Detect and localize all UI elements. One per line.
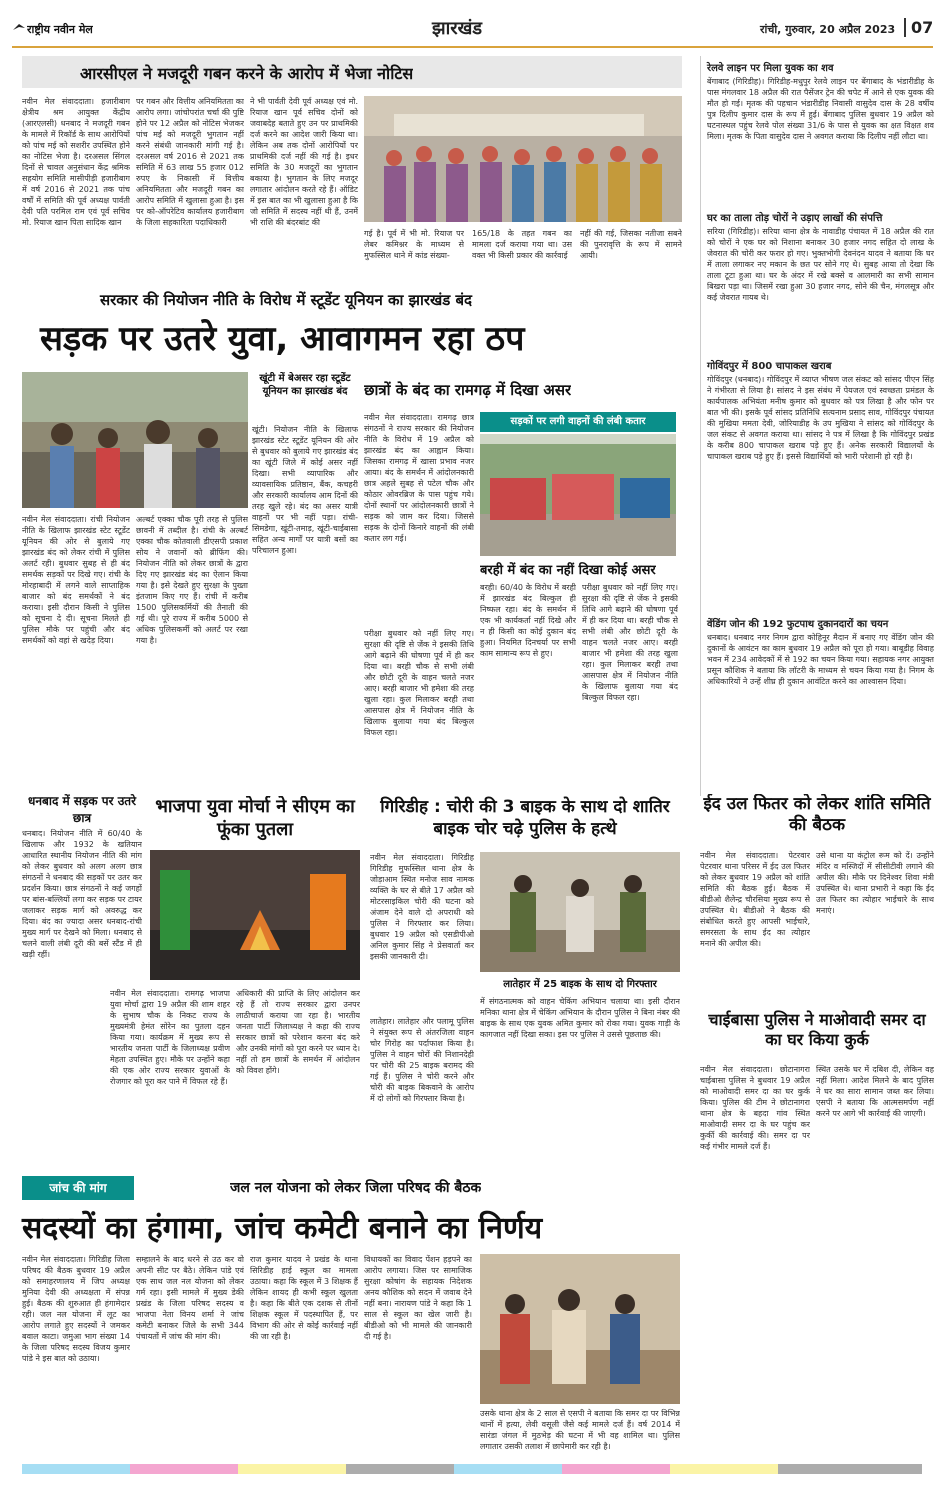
- ramgarh-text: नवीन मेल संवाददाता। रामगढ़ छात्र संगठनों ने राज्य सरकार की नियोजन नीति के विरोध में 19 अप्रैल को झारखंड बंद का आह्वान किया। जिसका रामगढ़ में खासा प्रभाव नजर आया। बंद के समर्थन में आंदोलनकारी छात्र अहले सुबह से पटेल चौक और कोठार ओवरब्रिज के पास पहुंच गये। दोनों स्थानों पर आंदोलनकारी छात्रों ने सड़क को जाम कर दिया। जिससे सड़क के दोनों किनारे वाहनों की लंबी कतार लग गई।: [364, 413, 474, 544]
- issue-date: रांची, गुरुवार, 20 अप्रैल 2023: [760, 23, 896, 36]
- ramgarh-text-cont: परीक्षा बुधवार को नहीं लिए गए। सुरक्षा की दृष्टि से जेंक ने इसकी तिथि आगे बढ़ाने की घोषणा पूर्व में ही कर दिया था। बरही चौक से सभी लंबी और छोटी दूरी के वाहन चलते नजर आए। बरही बाजार भी हमेशा की तरह खुला रहा। कुल मिलाकर बरही तथा आसपास क्षेत्र में नियोजन नीति के खिलाफ बुलाया गया बंद बिल्कुल विफल रहा।: [364, 629, 474, 738]
- police-photo: [480, 852, 680, 972]
- giridih-headline: गिरिडीह : चोरी की 3 बाइक के साथ दो शातिर बाइक चोर चढ़े पुलिस के हत्थे: [380, 797, 670, 840]
- queue-tag: सड़कों पर लगी वाहनों की लंबी कतार: [480, 412, 676, 432]
- rcl-col6: नहीं की गई, जिसका नतीजा सबने की पुनरावृत्ति के रूप में सामने आयी।: [580, 229, 682, 261]
- council-photo: [480, 1254, 680, 1404]
- color-registration-strip: [22, 1464, 922, 1474]
- jal-text3: राज कुमार यादव ने प्रखंड के थाना सिरिडीह हाई स्कूल का मामला उठाया। कहा कि स्कूल में 3 शिक्षक हैं लेकिन शायद ही कभी स्कूल खुलता है। कहा कि बीते एक दशक से तीनों शिक्षक स्कूल में पदस्थापित हैं, पर विभाग की ओर से कोई कार्रवाई नहीं की जा रही है।: [250, 1255, 358, 1342]
- latehar-caption: लातेहार में 25 बाइक के साथ दो गिरफ्तार: [503, 979, 657, 990]
- dhanbad-text: धनबाद। नियोजन नीति में 60/40 के खिलाफ और 1932 के खतियान आधारित स्थानीय नियोजन नीति की मांग को लेकर बुधवार को अलग अलग छात्र संगठनों ने धनबाद की सड़कों पर उतर कर प्रदर्शन किया। छात्र संगठनों ने कई जगहों पर बांस-बल्लियों लगा कर सड़क पर टायर जलाकर सड़क मार्ग को अवरुद्ध कर दिया। बंद का ज्यादा असर धनबाद-रांची मुख्य मार्ग पर देखने को मिला। धनबाद से चलने वाली लंबी दूरी की बसें स्टैंड में ही खड़ी रहीं।: [22, 829, 142, 960]
- giridih-text1: नवीन मेल संवाददाता। गिरिडीह गिरिडीह मुफस्सिल थाना क्षेत्र के जोड़ाआम स्थित मनोज साव नामक व्यक्ति के घर से बीते 17 अप्रैल को मोटरसाइकिल चोरी की घटना को अंजाम देने वाले दो अपराधी को पुलिस ने गिरफ्तार कर लिया। बुधवार 19 अप्रैल को एसडीपीओ अनिल कुमार सिंह ने प्रेसवार्ता कर इसकी जानकारी दी।: [370, 853, 474, 962]
- ranchi-text: नवीन मेल संवाददाता। रांची नियोजन नीति के खिलाफ झारखंड स्टेट स्टूडेंट यूनियन की ओर से बुलाये गए झारखंड बंद को लेकर रांची में पुलिस अलर्ट रही। बुधवार सुबह से ही बंद समर्थक सड़कों पर दिखे गए। रांची के मोरहाबादी में लगने वाले साप्ताहिक बाजार को बंद समर्थकों ने बंद कराया। इसी दौरान किसी ने पुलिस को सूचना दे दी। सूचना मिलते ही पुलिस मौके पर पहुंची और बंद समर्थकों को वहां से खदेड़ दिया।: [22, 515, 130, 646]
- section-title: झारखंड: [432, 18, 482, 39]
- rcl-col1: नवीन मेल संवाददाता। हजारीबाग क्षेत्रीय श्रम आयुक्त केंद्रीय (आरएलसी) धनबाद ने मजदूरी गबन के मामले में रिकॉर्ड के साथ आरोपियों को पांच मई को सशरीर उपस्थित होने का नोटिस भेजा है। दरअसल सिंगल दिनों से चावल अनुसंधान केंद्र श्रमिक सहयोग समिति मासीपीड़ी हजारीबाग में वर्ष 2016 से 2021 तक पांच वर्षों में समिति की पूर्व अध्यक्ष पार्वती देवी पति परमिल राम एवं पूर्व सचिव मो. रियाज खान पिता सादिक खान: [22, 97, 130, 228]
- handpump-headline: गोविंदपुर में 800 चापाकल खराब: [707, 361, 832, 372]
- jal-text5: उसके थाना क्षेत्र के 2 साल से एसपी ने बताया कि समर दा पर विभिन्न थानों में हत्या, लेवी वसूली जैसे कई मामले दर्ज हैं। वर्ष 2014 में सारंडा जंगल में मुठभेड़ की घटना में भी वह शामिल था। पुलिस लगातार उसकी तलाश में छापेमारी कर रही है।: [480, 1409, 680, 1452]
- theft-headline: घर का ताला तोड़ चोरों ने उड़ाए लाखों की संपत्ति: [707, 213, 883, 224]
- paper-logo: [12, 18, 132, 40]
- rcl-col5: 165/18 के तहत गबन का मामला दर्ज कराया गया था। उस वक्त भी किसी प्रकार की कार्रवाई: [472, 229, 572, 261]
- rcl-col4: गई है। पूर्व में भी मो. रियाज पर लेबर कमिश्नर के माध्यम से मुफस्सिल थाने में कांड संख्या-: [364, 229, 464, 261]
- page-number: 07: [904, 18, 933, 37]
- rcl-article: [22, 56, 682, 286]
- eid-text2: उसे थाना या कंट्रोल रूम को दें। उन्होंने मंदिर व मस्जिदों में सीसीटीवी लगाने की अपील की। मौके पर दिनेश्वर शिवा मंत्री उपस्थित थे। थाना प्रभारी ने कहा कि ईद उल फितर का त्योहार भाईचारे के साथ मनाएं।: [816, 851, 934, 916]
- bird-icon: [12, 22, 26, 34]
- eid-text1: नवीन मेल संवाददाता। पेटरवार पेटरवार थाना परिसर में ईद उल फितर को लेकर बुधवार 19 अप्रैल को शांति समिति की बैठक हुई। बैठक में बीडीओ शैलेन्द्र चौरसिया मुख्य रूप से उपस्थित थे। बीडीओ ने बैठक की संबोधित करते हुए आपसी भाईचारे, समरसता के साथ ईद का त्योहार मनाने की अपील की।: [700, 851, 810, 949]
- khunti-box: [252, 372, 358, 418]
- paper-name: राष्ट्रीय नवीन मेल: [27, 23, 93, 36]
- vending-text: धनबाद। धनबाद नगर निगम द्वारा कोहिनूर मैदान में बनाए गए वेंडिंग जोन की दुकानों के आवंटन का काम बुधवार 19 अप्रैल को पूरा हो गया। बाबूडीह विवाह भवन में 234 आवेदकों में से 192 का चयन किया गया। सहायक नगर आयुक्त प्रसून कौशिक ने बताया कि लॉटरी के माध्यम से चयन किया गया है। निगम के अधिकारियों ने उन्हें शीघ्र ही दुकान आवंटित करने का आश्वासन दिया।: [707, 633, 934, 687]
- ramgarh-headline: छात्रों के बंद का रामगढ़ में दिखा असर: [364, 381, 572, 399]
- jal-text4: विधायकों का विवाद पेंशन हड़पने का आरोप लगाया। जिस पर सामाजिक सुरक्षा कोषांग के सहायक निदेशक अनय कौशिक को सदन में जवाब देने नहीं बना। नारायण पांडे ने कहा कि 1 साल से स्कूल का खेल जारी है। बीडीओ को भी मामले की जानकारी दी गई है।: [364, 1255, 472, 1342]
- chaibasa-text2: स्थित उसके घर में दबिश दी, लेकिन वह नहीं मिला। आदेश मिलने के बाद पुलिस ने घर का सारा सामान जब्त कर लिया। एसपी ने बताया कि आत्मसमर्पण नहीं करने पर आगे भी कार्रवाई की जाएगी।: [816, 1065, 934, 1119]
- bjp-text2: अधिकारी की प्राप्ति के लिए आंदोलन कर रहे हैं तो राज्य सरकार द्वारा उनपर लाठीचार्ज कराया जा रहा है। भारतीय जनता पार्टी जिलाध्यक्ष ने कहा की राज्य सरकार छात्रों को परेशान करना बंद करे और उनकी मांगों को पूरा करने पर ध्यान दे। नहीं तो हम छात्रों के समर्थन में आंदोलन को विवश होंगे।: [236, 989, 360, 1076]
- handpump-text: गोविंदपुर (धनबाद)। गोविंदपुर में व्याप्त भीषण जल संकट को सांसद पीएन सिंह ने गंभीरता से लिया है। सांसद ने इस संबंध में पेयजल एवं स्वच्छता प्रमंडल के कार्यपालक अभियंता मनीष कुमार को बुधवार को पत्र लिखा है और फोन पर बात भी की। इसके पूर्व सांसद प्रतिनिधि सत्यनाम प्रसाद साव, गोविंदपुर पंचायत की मुखिया ममता देवी, जोरियाडीह के उप मुखिया ने सांसद को गोविंदपुर के जल संकट से अवगत कराया था। सांसद ने पत्र में लिखा है कि गोविंदपुर प्रखंड के करीब 800 चापाकल खराब पड़े हुए हैं। अनेक सरकारी विद्यालयों के चापाकल खराब पड़े हुए हैं। इससे विद्यार्थियों को भारी परेशानी हो रही है।: [707, 375, 934, 462]
- rail-headline: रेलवे लाइन पर मिला युवक का शव: [707, 63, 834, 74]
- dhanbad-headline: धनबाद में सड़क पर उतरे छात्र: [27, 794, 137, 825]
- rcl-col2: पर गबन और वित्तीय अनियमितता का आरोप लगा। जांचोपरांत चर्चा की पुष्टि होने पर 12 अप्रैल को नोटिस भेजकर पांच मई को मजदूरी भुगतान नहीं करने संबंधी जानकारी मांगी गई है। दरअसल वर्ष 2016 से 2021 तक समिति में 63 लाख 55 हजार 012 रुपए के निकासी में वित्तीय अनियमितता और मजदूरी गबन का आरोप समिति में खुलासा हुआ है। इस पर को-ऑपरेटिव कार्यालय हजारीबाग के जिला सहकारिता पदाधिकारी: [136, 97, 244, 228]
- barhi-headline: बरही में बंद का नहीं दिखा कोई असर: [480, 563, 656, 578]
- jal-tag: जांच की मांग: [22, 1176, 134, 1200]
- masthead-rule: [12, 46, 933, 48]
- khunti-text: खूंटी। नियोजन नीति के खिलाफ झारखंड स्टेट स्टूडेंट यूनियन की ओर से बुधवार को बुलाये गए झारखंड बंद का खूंटी जिले में कोई असर नहीं दिखा। सभी व्यापारिक और व्यावसायिक प्रतिष्ठान, बैंक, कचहरी और सरकारी कार्यालय आम दिनों की तरह खुले रहे। बंद का असर यात्री वाहनों पर भी नहीं पड़ा। रांची-सिमडेगा, खूंटी-तमाड़, खूंटी-चाईबासा सहित अन्य मार्गों पर यात्री बसों का परिचालन हुआ।: [252, 425, 358, 556]
- khunti-headline: खूंटी में बेअसर रहा स्टूडेंट यूनियन का झारखंड बंद: [259, 373, 351, 397]
- jal-kicker: जल नल योजना को लेकर जिला परिषद की बैठक: [230, 1180, 482, 1196]
- vending-headline: वेंडिंग जोन की 192 फुटपाथ दुकानदारों का चयन: [707, 619, 889, 630]
- bjp-text1: नवीन मेल संवाददाता। रामगढ़ भाजपा युवा मोर्चा द्वारा 19 अप्रैल की शाम शहर के सुभाष चौक के निकट राज्य के मुख्यमंत्री हेमंत सोरेन का पुतला दहन किया गया। कार्यक्रम में मुख्य रूप से भारतीय जनता पार्टी के जिलाध्यक्ष प्रवीण मेहता उपस्थित हुए। मौके पर उन्होंने कहा की एक ओर राज्य सरकार युवाओं के रोजगार को पूरा कर पाने में विफल रहे हैं।: [110, 989, 230, 1087]
- barhi-text1: बरही। 60/40 के विरोध में बरही में झारखंड बंद बिल्कुल ही निष्फल रहा। बंद के समर्थन में एक भी कार्यकर्ता नहीं दिखे और न ही किसी का कोई दुकान बंद हुआ। नियमित दिनचर्या पर सभी काम सामान्य रूप से हुए।: [480, 583, 576, 659]
- bjp-headline: भाजपा युवा मोर्चा ने सीएम का फूंका पुतला: [155, 796, 355, 840]
- chaibasa-text1: नवीन मेल संवाददाता। छोटानागरा चाईबासा पुलिस ने बुधवार 19 अप्रैल को माओवादी समर दा का घर कुर्क किया। पुलिस की टीम ने छोटानागरा थाना क्षेत्र के बहदा गांव स्थित माओवादी समर दा के घर पहुंच कर कुर्की की कार्रवाई की। समर दा पर कई गंभीर मामले दर्ज हैं।: [700, 1065, 810, 1152]
- theft-text: सरिया (गिरिडीह)। सरिया थाना क्षेत्र के नावाडीह पंचायत में 18 अप्रैल की रात को चोरों ने एक घर को निशाना बनाकर 30 हजार नगद सहित दो लाख के जेवरात की चोरी कर फरार हो गए। भुक्तभोगी देवनंदन यादव ने बताया कि घर में ताला लगाकर नए मकान के छत पर सोने गए थे। सुबह आया तो देखा कि ताला टूटा हुआ था। घर के अंदर में रखे बक्से व आलमारी का सभी सामान बिखरा पड़ा था। जिसमें रखा हुआ 30 हजार नगद, सोने की चैन, मंगलसूत्र और कई जेवरात गायब थे।: [707, 227, 934, 303]
- giridih-text3: में संगठनात्मक को वाहन चेकिंग अभियान चलाया था। इसी दौरान मनिका थाना क्षेत्र में चेकिंग अभियान के दौरान पुलिस ने बिना नंबर की बाइक के साथ एक युवक अमित कुमार को रोका गया। युवक गाड़ी के कागजात नहीं दिखा सका। इस पर पुलिस ने उससे पूछताछ की।: [480, 997, 680, 1040]
- jal-text2: सम्हालने के बाद धरने से उठ कर वो अपनी सीट पर बैठे। लेकिन पांडे एवं एक साथ जल नल योजना को लेकर गर्म रहा। इसी मामले में मुख्य डेकी प्रखंड के जिला परिषद सदस्य व भाजपा नेता विनय शर्मा ने जांच कमेटी बनाकर जिले के सभी 344 पंचायतों में जांच की मांग की।: [136, 1255, 244, 1342]
- rcl-headline-bar: [22, 56, 682, 88]
- protest-photo: [22, 372, 248, 508]
- right-column: [700, 56, 934, 796]
- eid-headline: ईद उल फितर को लेकर शांति समिति की बैठक: [703, 794, 931, 836]
- masthead: [12, 12, 933, 46]
- bandh-kicker: सरकार की नियोजन नीति के विरोध में स्टूडेंट यूनियन का झारखंड बंद: [100, 291, 473, 309]
- giridih-text2: लातेहार। लातेहार और पलामू पुलिस ने संयुक्त रूप से अंतरजिला वाहन चोर गिरोह का पर्दाफाश किया है। पुलिस ने वाहन चोरों की निशानदेही पर चोरी की 25 बाइक बरामद की गई हैं। पुलिस ने चोरी करने और चोरी की बाइक बिकवाने के आरोप में दो लोगों को गिरफ्तार किया है।: [370, 1017, 474, 1104]
- ranchi-text2: अल्बर्ट एक्का चौक पूरी तरह से पुलिस छावनी में तब्दील है। रांची के अल्बर्ट एक्का चौक कोतवाली डीएसपी प्रकाश सोय ने जवानों को ब्रीफिंग की। नियोजन नीति को लेकर छात्रों के द्वारा दिए गए झारखंड बंद का ऐलान किया गया है। इसे देखते हुए सुरक्षा के पुख्ता इंतजाम किए गए हैं। रांची में करीब 1500 पुलिसकर्मियों की तैनाती की गई थी। पूरे राज्य में करीब 5000 से अधिक पुलिसकर्मी को अलर्ट पर रखा गया है।: [136, 515, 248, 646]
- rcl-col3: ने भी पार्वती देवी पूर्व अध्यक्ष एवं मो. रियाज खान पूर्व सचिव दोनों को जवाबदेह बताते हुए उन पर प्राथमिकी दर्ज करने का आदेश जारी किया था। लेकिन अब तक दोनों आरोपियों पर प्राथमिकी दर्ज नहीं की गई है। इधर समिति के 30 मजदूरों का भुगतान बकाया है। भुगतान के लिए मजदूर लगातार आंदोलन करते रहे हैं। ऑडिट में इस बात का भी खुलासा हुआ है कि जो समिति में सदस्य नहीं थी हैं, उनमें भी राशि की बंदरबांट की: [250, 97, 358, 228]
- bandh-headline: सड़क पर उतरे युवा, आवागमन रहा ठप: [40, 319, 525, 359]
- jal-headline: सदस्यों का हंगामा, जांच कमेटी बनाने का निर्णय: [22, 1211, 543, 1246]
- workers-photo: [364, 96, 682, 222]
- rcl-headline: आरसीएल ने मजदूरी गबन करने के आरोप में भेजा नोटिस: [80, 64, 414, 83]
- rail-text: बेंगाबाद (गिरिडीह)। गिरिडीह-मधुपुर रेलवे लाइन पर बेंगाबाद के भंडारीडीह के पास मंगलवार 18 अप्रैल की रात पैसेंजर ट्रेन की चपेट में आने से एक युवक की मौत हो गई। मृतक की पहचान भंडारीडीह निवासी वासुदेव दास के 28 वर्षीय पुत्र दिलीप कुमार दास के रूप में हुई। बेंगाबाद पुलिस बुधवार 19 अप्रैल को घटनास्थल पहुंच रेलवे पोल संख्या 31/6 के पास से युवक का क्षत विक्षत शव मिला। मृतक के पिता वासुदेव दास ने अवगत कराया कि दिलीप नहीं लौटा था।: [707, 77, 934, 142]
- effigy-photo: [150, 850, 360, 980]
- barhi-text2: परीक्षा बुधवार को नहीं लिए गए। सुरक्षा की दृष्टि से जेंक ने इसकी तिथि आगे बढ़ाने की घोषणा पूर्व में ही कर दिया था। बरही चौक से सभी लंबी और छोटी दूरी के वाहन चलते नजर आए। बरही बाजार भी हमेशा की तरह खुला रहा। कुल मिलाकर बरही तथा आसपास क्षेत्र में नियोजन नीति के खिलाफ बुलाया गया बंद बिल्कुल विफल रहा।: [582, 583, 678, 703]
- chaibasa-headline: चाईबासा पुलिस ने माओवादी समर दा का घर किया कुर्क: [708, 1010, 926, 1049]
- bus-queue-photo: [480, 434, 676, 556]
- jal-text1: नवीन मेल संवाददाता। गिरिडीह जिला परिषद की बैठक बुधवार 19 अप्रैल को समाहरणालय में जिप अध्यक्ष मुनिया देवी की अध्यक्षता में संपन्न हुई। बैठक की शुरुआत ही हंगामेदार रही। जल नल योजना में लूट का आरोप लगाते हुए सदस्यों ने जमकर बवाल काटा। जमुआ भाग संख्या 14 के जिला परिषद सदस्य विजय कुमार पांडे ने इस बात को उठाया।: [22, 1255, 130, 1364]
